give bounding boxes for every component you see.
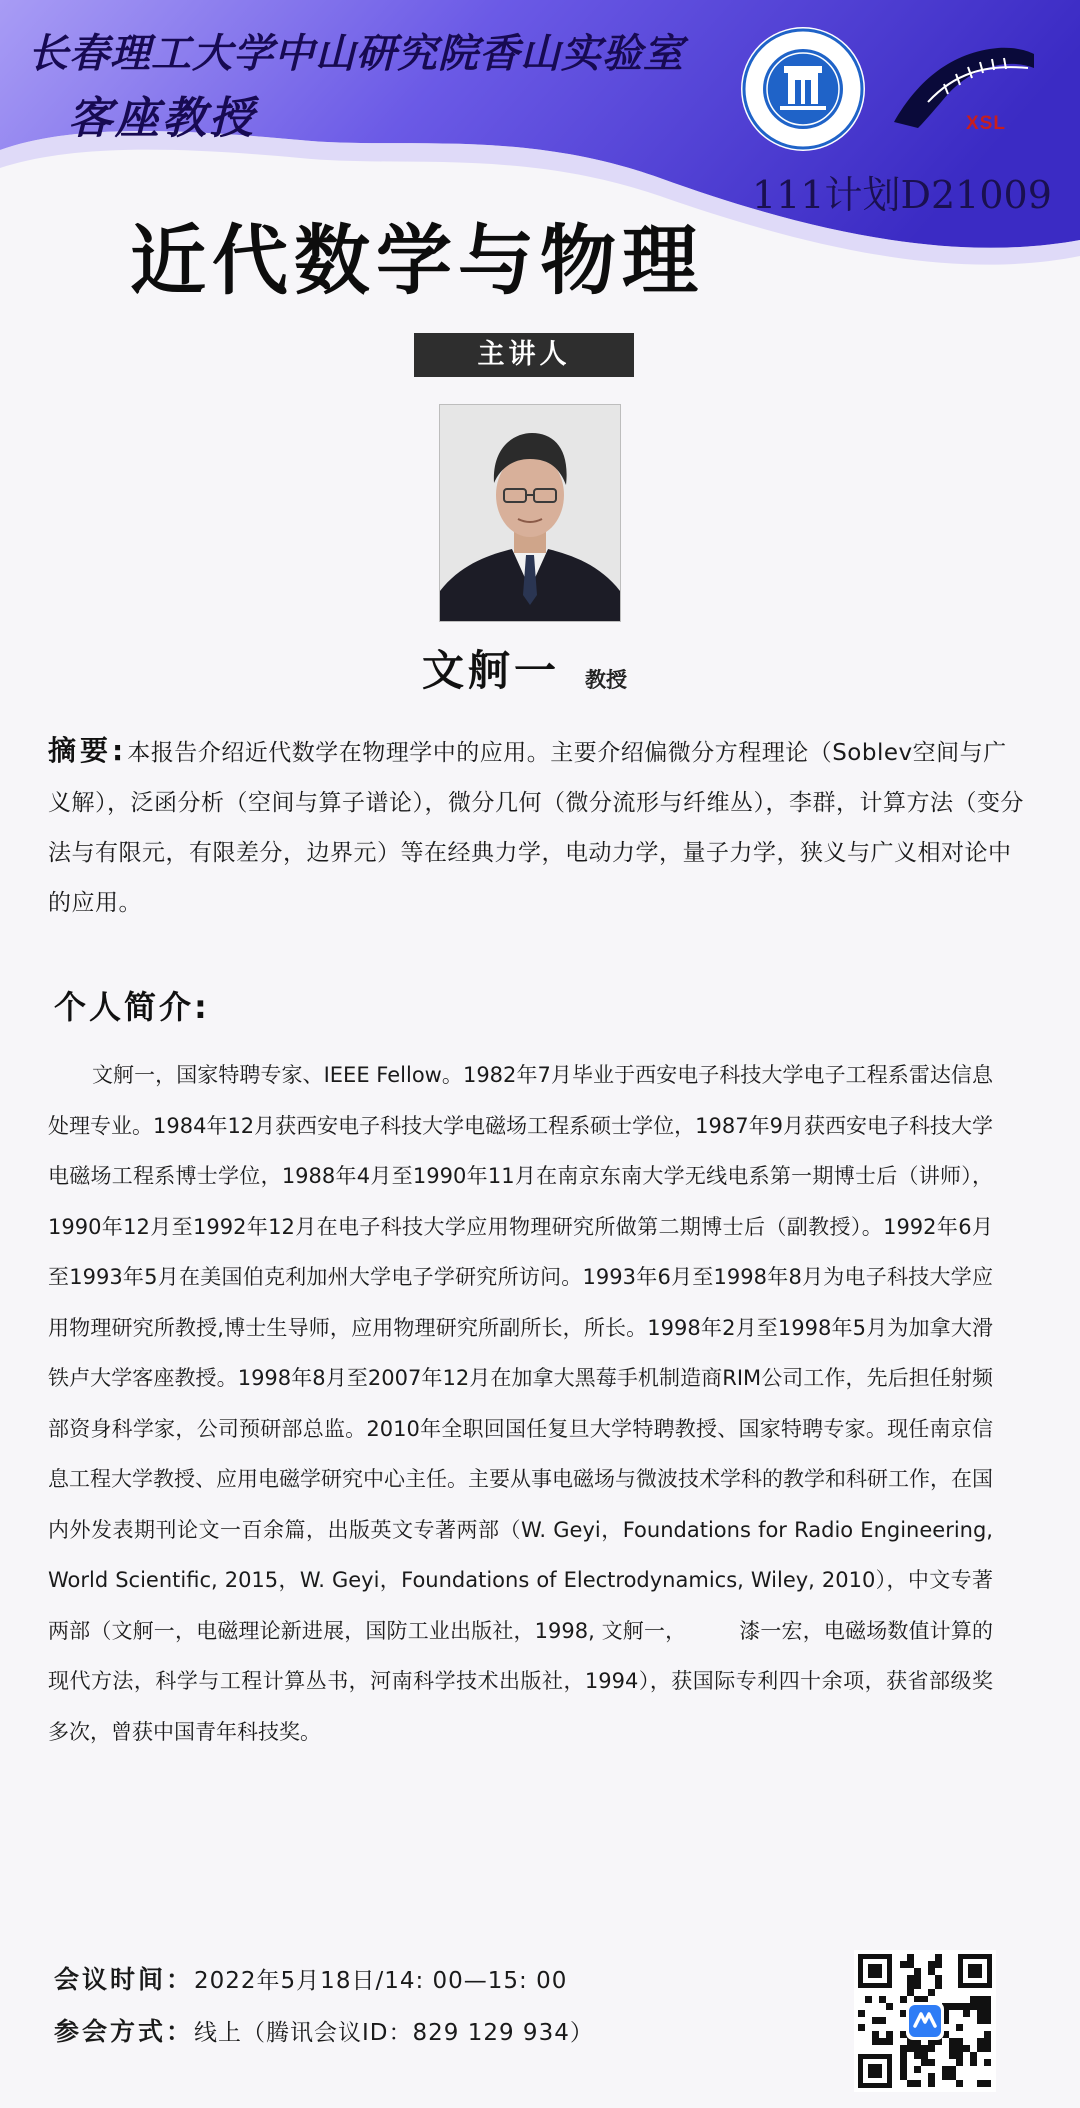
qr-code-icon	[854, 1950, 996, 2092]
abstract-section	[48, 726, 1028, 928]
meeting-mode-label: 参会方式：	[54, 2017, 195, 2046]
meeting-time-label: 会议时间：	[54, 1965, 195, 1994]
meeting-time	[54, 1960, 567, 1996]
xsl-logo-text: XSL	[966, 113, 1006, 134]
tencent-meeting-icon	[906, 2002, 944, 2040]
speaker-tag: 主讲人	[414, 333, 634, 377]
organization-title: 长春理工大学中山研究院香山实验室	[28, 30, 684, 77]
bio-heading: 个人简介:	[54, 988, 210, 1026]
abstract-text: 本报告介绍近代数学在物理学中的应用。主要介绍偏微分方程理论（Soblev空间与广义解），泛函分析（空间与算子谱论），微分几何（微分流形与纤维丛），李群，计算方法（变分法与有限元，有限差分，边界元）等在经典力学，电动力学，量子力学，狭义与广义相对论中的应用。	[48, 740, 1024, 916]
meeting-mode	[54, 2012, 594, 2048]
chair-title: 客座教授	[68, 93, 256, 144]
plan-code: 111计划D21009	[752, 173, 1052, 217]
speaker-name: 文舸一	[422, 646, 561, 695]
bio-text: 文舸一，国家特聘专家、IEEE Fellow。1982年7月毕业于西安电子科技大学电子工程系雷达信息处理专业。1984年12月获西安电子科技大学电磁场工程系硕士学位，1987年9月获西安电子科技大学电磁场工程系博士学位，1988年4月至1990年11月在南京东南大学无线电系第一期博士后（讲师），1990年12月至1992年12月在电子科技大学应用物理研究所做第二期博士后（副教授）。1992年6月至1993年5月在美国伯克利加州大学电子学研究所访问。1993年6月至1998年8月为电子科技大学应用物理研究所教授,博士生导师，应用物理研究所副所长，所长。1998年2月至1998年5月为加拿大滑铁卢大学客座教授。1998年8月至2007年12月在加拿大黑莓手机制造商RIM公司工作，先后担任射频部资身科学家，公司预研部总监。2010年全职回国任复旦大学特聘教授、国家特聘专家。现任南京信息工程大学教授、应用电磁学研究中心主任。主要从事电磁场与微波技术学科的教学和科研工作，在国内外发表期刊论文一百余篇，出版英文专著两部（W. Geyi，Foundations for Radio Engineering, World Scientific, 2015，W. Geyi，Foundations of Electrodynamics, Wiley, 2010），中文专著两部（文舸一，电磁理论新进展，国防工业出版社，1998, 文舸一， 漆一宏，电磁场数值计算的现代方法，科学与工程计算丛书，河南科学技术出版社，1994），获国际专利四十余项，获省部级奖多次，曾获中国青年科技奖。	[48, 1063, 993, 1744]
xsl-bridge-logo-icon	[888, 38, 1038, 138]
meeting-time-value: 2022年5月18日/14: 00—15: 00	[194, 1968, 568, 1994]
speaker-rank: 教授	[585, 668, 627, 692]
university-seal-icon	[740, 26, 866, 152]
abstract-label: 摘要:	[48, 734, 128, 767]
talk-title: 近代数学与物理	[130, 216, 704, 305]
meeting-mode-value: 线上（腾讯会议ID：829 129 934）	[194, 2020, 594, 2046]
speaker-portrait	[439, 404, 621, 622]
